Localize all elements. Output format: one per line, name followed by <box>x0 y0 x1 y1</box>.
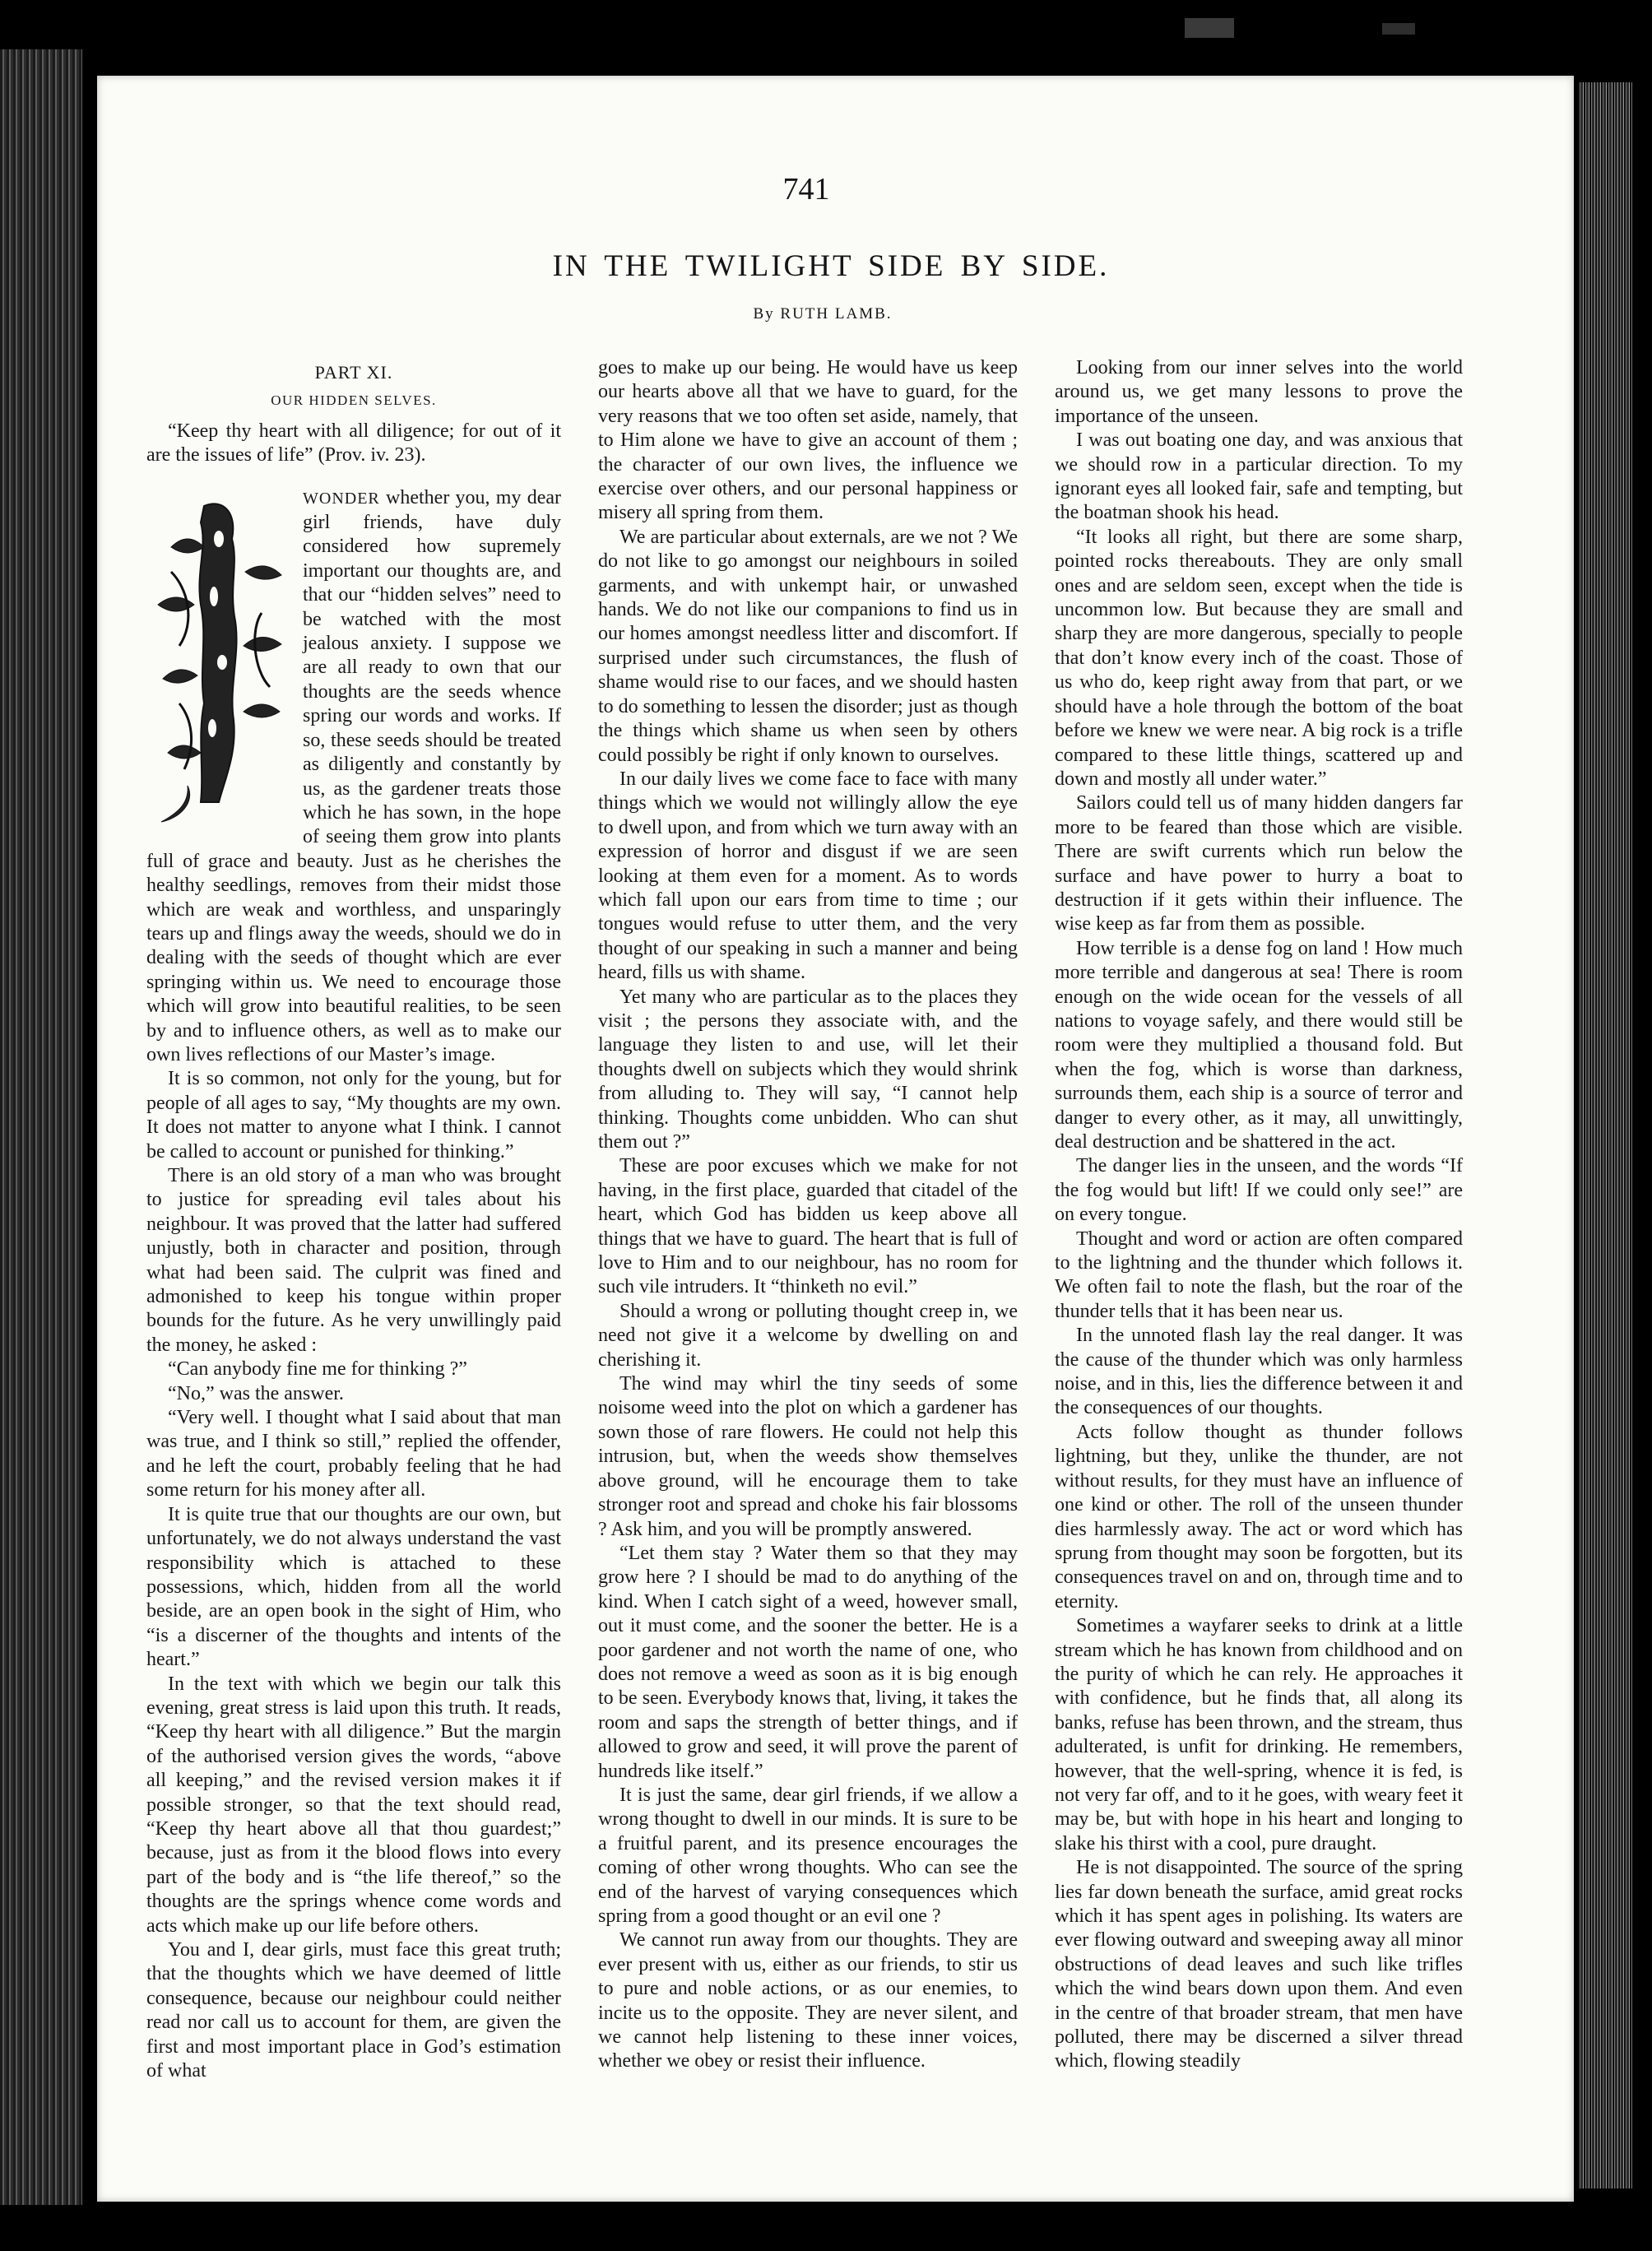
paragraph: Yet many who are particular as to the places they visit ; the persons they associate with, and the language they listen to and use, will let their thoughts dwell on subjects which they would shrink from alluding to. They will say, “I cannot help thinking. Thoughts come unbidden. Who can shut them out ?” <box>598 986 1018 1153</box>
paragraph: In the text with which we begin our talk this evening, great stress is laid upon this truth. It reads, “Keep thy heart with all diligence.” But the margin of the authorised version gives the words, “above all keeping,” and the revised version makes it if possible stronger, so that the text should read, “Keep thy heart above all that thou guardest;” because, just as from it the blood flows into every part of the body and is “the life thereof,” so the thoughts are the springs whence come words and acts which make up our life before others. <box>146 1673 561 1937</box>
paragraph: “Very well. I thought what I said about that man was true, and I think so still,” replied the offender, and he left the court, probably feeling that he had some return for his money after all. <box>146 1407 561 1501</box>
part-subheading: OUR HIDDEN SELVES. <box>271 392 437 409</box>
column-2 <box>598 356 1018 2074</box>
dropcap-word: WONDER <box>303 489 380 508</box>
paragraph: It is just the same, dear girl friends, if we allow a wrong thought to dwell in our minds. It is sure to be a fruitful parent, and its presence encourages the coming of other wrong thoughts. Who can see the end of the harvest of varying consequences which spring from a good thought or an evil one ? <box>598 1784 1018 1927</box>
paragraph: Should a wrong or polluting thought creep in, we need not give it a welcome by dwelling on and cherishing it. <box>598 1300 1018 1371</box>
paragraph: In the unnoted flash lay the real danger. It was the cause of the thunder which was only harmless noise, and in this, lies the difference between it and the consequences of our thoughts. <box>1055 1325 1463 1419</box>
paragraph: The wind may whirl the tiny seeds of some noisome weed into the plot on which a gardener has sown those of rare flowers. He could not help this intrusion, but, when the weeds show themselves above ground, will he encourage them to take stronger root and spread and choke his fair blossoms ? Ask him, and you will be promptly answered. <box>598 1373 1018 1540</box>
paragraph: Thought and word or action are often compared to the lightning and the thunder which follows it. We often fail to note the flash, but the roar of the thunder tells that it has been near us. <box>1055 1228 1463 1322</box>
book-left-edge <box>0 49 82 2205</box>
paragraph: These are poor excuses which we make for not having, in the first place, guarded that citadel of the heart, which God has bidden us keep above all things that we have to guard. The heart that is full of love to Him and to our neighbour, has no room for such vile intruders. It “thinketh no evil.” <box>598 1155 1018 1298</box>
part-heading: PART XI. <box>314 362 393 383</box>
paragraph: goes to make up our being. He would have us keep our hearts above all that we have to guard, for the very reasons that we too often set aside, namely, that to Him alone we have to give an account of them ; the character of our own lives, the influence we exercise over others, and our personal happiness or misery all spring from them. <box>598 357 1018 524</box>
paragraph: He is not disappointed. The source of the spring lies far down beneath the surface, amid great rocks which it has spent ages in polishing. Its waters are ever flowing outward and sweeping away all minor obstructions of dead leaves and such like trifles which the wind bears down upon them. And even in the centre of that broader stream, that men have polluted, there may be discerned a silver thread which, flowing steadily <box>1055 1857 1463 2072</box>
paragraph: You and I, dear girls, must face this great truth; that the thoughts which we have deemed of little consequence, because our neighbour could neither read nor call us to account for them, are given the first and most important place in God’s estimation of what <box>146 1939 561 2082</box>
paragraph: Acts follow thought as thunder follows lightning, but they, unlike the thunder, are not without results, for they must have an influence of one kind or other. The roll of the unseen thunder dies harmlessly away. The act or word which has sprung from thought may soon be forgotten, but its consequences travel on and on, through time and to eternity. <box>1055 1421 1463 1613</box>
paragraph: “It looks all right, but there are some sharp, pointed rocks thereabouts. They are only small ones and are seldom seen, except when the tide is uncommon low. But because they are small and sharp they are more dangerous, specially to people that don’t know every inch of the coast. Those of us who do, keep right away from that part, or we should have a hole through the bottom of the boat before we knew we were near. A big rock is a trifle compared to these little things, scattered up and down and mostly all under water.” <box>1055 526 1463 790</box>
scan-artifact <box>1185 18 1234 38</box>
article-title: IN THE TWILIGHT SIDE BY SIDE. <box>552 249 1110 283</box>
paragraph: It is so common, not only for the young, but for people of all ages to say, “My thoughts are my own. It does not matter to anyone what I think. I cannot be called to account or punished for thinking.” <box>146 1068 561 1163</box>
scan-artifact <box>1382 23 1415 35</box>
page-number: 741 <box>782 172 830 207</box>
epigraph: “Keep thy heart with all diligence; for out of it are the issues of life” (Prov. iv. 23). <box>146 420 561 466</box>
paragraph: The danger lies in the unseen, and the words “If the fog would but lift! If we could only see!” are on every tongue. <box>1055 1155 1463 1226</box>
paragraph: I was out boating one day, and was anxious that we should row in a particular direction. To my ignorant eyes all looked fair, safe and tempting, but the boatman shook his head. <box>1055 429 1463 524</box>
column-3 <box>1055 356 1463 2074</box>
byline: By RUTH LAMB. <box>753 305 893 323</box>
paragraph: “Can anybody fine me for thinking ?” <box>168 1358 467 1381</box>
paragraph: There is an old story of a man who was brought to justice for spreading evil tales about his neighbour. It was proved that the latter had suffered unjustly, both in character and position, through what had been said. The culprit was fined and admonished to keep his tongue within proper bounds for the future. As he very unwillingly paid the money, he asked : <box>146 1165 561 1356</box>
paragraph: How terrible is a dense fog on land ! How much more terrible and dangerous at sea! There is room enough on the wide ocean for the vessels of all nations to voyage safely, and there would still be room were they multiplied a thousand fold. But when the fog, which is worse than darkness, surrounds them, each ship is a source of terror and danger to every other, as it may, all unwittingly, deal destruction and be shattered in the act. <box>1055 937 1463 1153</box>
book-page-edges <box>1578 82 1632 2188</box>
paragraph: “No,” was the answer. <box>168 1382 344 1404</box>
column-1 <box>146 360 561 2083</box>
paragraph: In our daily lives we come face to face with many things which we would not willingly allow the eye to dwell upon, and from which we turn away with an expression of horror and disgust if we are seen looking at them even for a moment. As to words which fall upon our ears from time to time ; our tongues would refuse to utter them, and the very thought of our speaking in such a manner and being heard, fills us with shame. <box>598 768 1018 984</box>
paragraph: Looking from our inner selves into the world around us, we get many lessons to prove the importance of the unseen. <box>1055 357 1463 427</box>
vine-illustration-icon <box>146 490 293 827</box>
paragraph: We cannot run away from our thoughts. They are ever present with us, either as our friends, to stir us to pure and noble actions, or as our enemies, to incite us to the opposite. They are never silent, and we cannot help listening to these inner voices, whether we obey or resist their influence. <box>598 1929 1018 2072</box>
paragraph: Sailors could tell us of many hidden dangers far more to be feared than those which are visible. There are swift currents which run below the surface and have power to hurry a boat to destruction if it gets within their influence. The wise keep as far from them as possible. <box>1055 792 1463 935</box>
opening-paragraph: WONDER whether you, my dear girl friends, have duly considered how supremely important our thoughts are, and that our “hidden selves” need to be watched with the most jealous anxiety. I suppose we are all ready to own that our thoughts are the seeds whence spring our words and works. If so, these seeds should be treated as diligently and constantly by us, as the gardener treats those which he has sown, in the hope of seeing them grow into plants full of grace and beauty. Just as he cherishes the healthy seedlings, removes from their midst those which are weak and worthless, and unsparingly tears up and flings away the weeds, should we do in dealing with the seeds of thought which are ever springing within us. We need to encourage those which will grow into beautiful realities, to be seen by and to influence others, as well as to make our own lives reflections of our Master’s image. <box>146 486 561 1065</box>
paragraph: Sometimes a wayfarer seeks to drink at a little stream which he has known from childhood and on the purity of which he can rely. He approaches it with confidence, but he finds that, all along its banks, refuse has been thrown, and the stream, thus adulterated, is unfit for drinking. He remembers, however, that the well-spring, whence it is fed, is not very far off, and to it he goes, with weary feet it may be, but with hope in his heart and longing to slake his thirst with a cool, pure draught. <box>1055 1615 1463 1854</box>
paragraph: “Let them stay ? Water them so that they may grow here ? I should be mad to do anything of the kind. When I catch sight of a weed, however small, out it must come, and the sooner the better. He is a poor gardener and not worth the name of one, who does not remove a weed as soon as it is big enough to be seen. Everybody knows that, living, it takes the room and saps the strength of better things, and if allowed to grow and seed, it will prove the parent of hundreds like itself.” <box>598 1542 1018 1782</box>
paragraph: It is quite true that our thoughts are our own, but unfortunately, we do not always understand the vast responsibility which is attached to these possessions, which, hidden from all the world beside, are an open book in the sight of Him, who “is a discerner of the thoughts and intents of the heart.” <box>146 1503 561 1671</box>
paragraph: We are particular about externals, are we not ? We do not like to go amongst our neighbours in soiled garments, and with unkempt hair, or unwashed hands. We do not like our companions to find us in our homes amongst needless litter and discomfort. If surprised under such circumstances, the flush of shame would rise to our faces, and we should hasten to do something to lessen the disorder; just as though the things which shame us when seen by others could possibly be right if only known to ourselves. <box>598 526 1018 766</box>
